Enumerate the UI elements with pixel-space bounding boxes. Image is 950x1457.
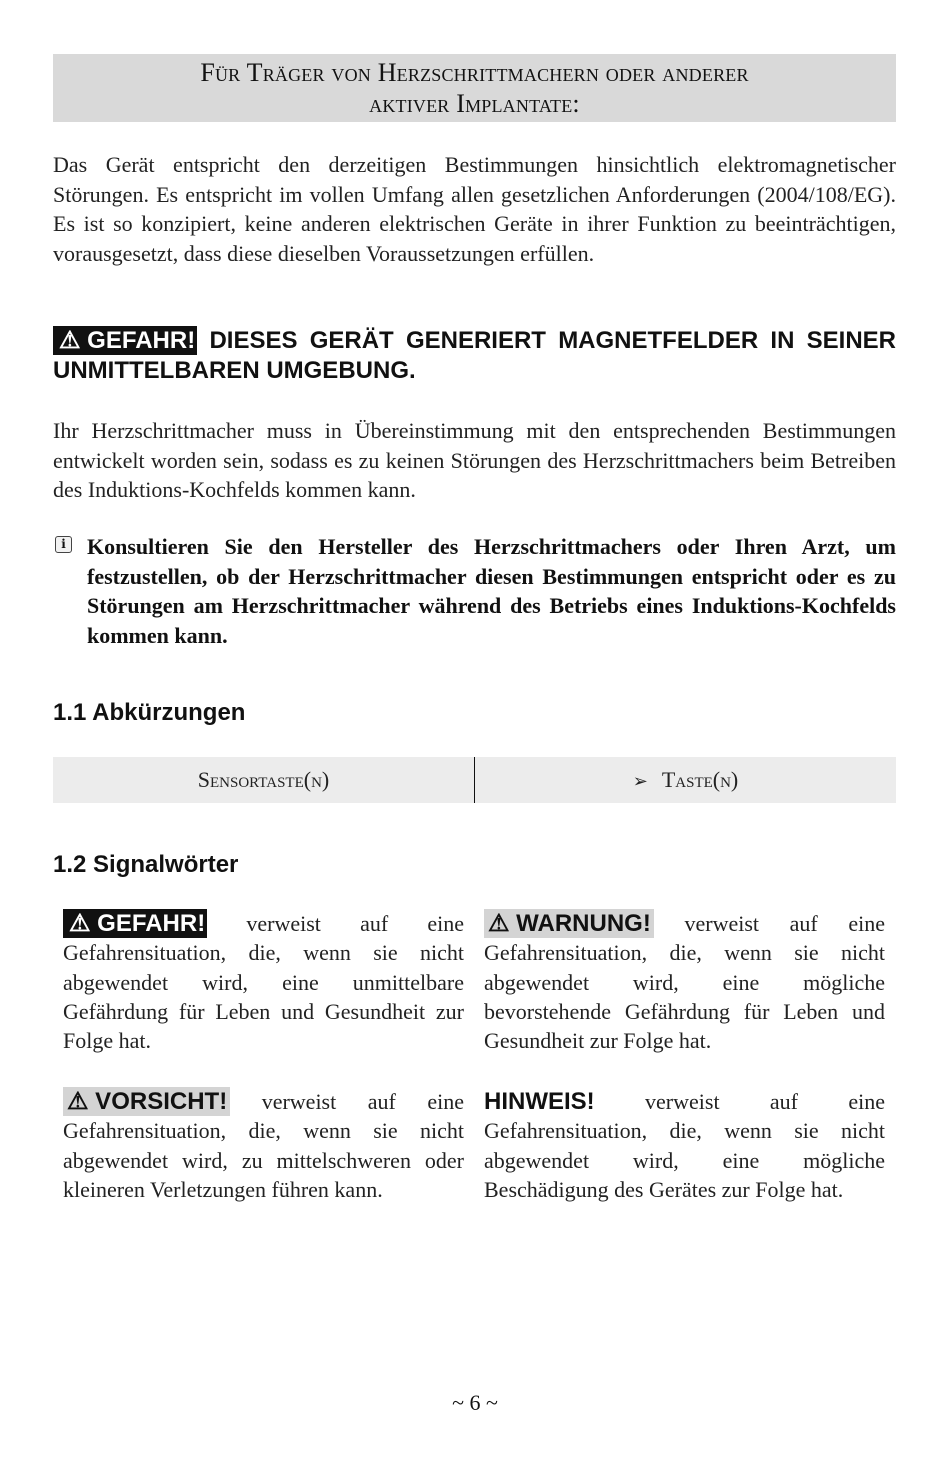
signal-tag-notice: HINWEIS! bbox=[484, 1088, 595, 1115]
signal-text-danger: verweist auf eine Gefahrensituation, die, wenn sie nicht abgewendet wird, eine unmittelbare Gefährdung für Leben und Gesundheit zur Folge hat. bbox=[63, 911, 465, 1054]
header-line-2: aktiver Implantate: bbox=[369, 89, 580, 118]
abbr-sensor-key: Sensortaste(n) bbox=[197, 767, 330, 792]
signal-word-caution bbox=[63, 1087, 464, 1204]
header-line-1: Für Träger von Herzschrittmachern oder anderer bbox=[200, 58, 749, 87]
section-header-box bbox=[53, 54, 896, 122]
signal-tag-caution: ⚠ VORSICHT! bbox=[63, 1087, 230, 1116]
info-note bbox=[53, 532, 896, 650]
page-number: ~ 6 ~ bbox=[452, 1390, 498, 1415]
signal-word-notice bbox=[484, 1087, 885, 1204]
signal-text-warning: verweist auf eine Gefahrensituation, die, wenn sie nicht abgewendet wird, eine mögliche bevorstehende Gefährdung für Leben und Gesundheit zur Folge hat. bbox=[484, 911, 886, 1054]
signal-word-warning bbox=[484, 909, 885, 1055]
heading-abbreviations: 1.1 Abkürzungen bbox=[53, 699, 246, 726]
manual-page bbox=[53, 54, 897, 1202]
intro-paragraph: Das Gerät entspricht den derzeitigen Bestimmungen hinsichtlich elektromagnetischer Störungen. Es entspricht im vollen Umfang allen gesetzlichen Anforderungen (2004/108/EG). Es ist so konzipiert, keine anderen elektrischen Geräte in ihrer Funktion zu beeinträchtigen, vorausgesetzt, dass diese dieselben Voraussetzungen erfüllen. bbox=[53, 152, 896, 266]
danger-tag: ⚠ GEFAHR! bbox=[53, 326, 197, 355]
info-icon: i bbox=[55, 536, 72, 553]
info-note-text: Konsultieren Sie den Hersteller des Herzschrittmachers oder Ihren Arzt, um festzustellen, ob der Herzschrittmacher diesen Bestimmungen entspricht oder es zu Störungen am Herzschrittmacher während des Betriebs eines Induktions-Kochfelds kommen kann. bbox=[87, 534, 896, 648]
arrow-bullet-icon: ➢ bbox=[632, 771, 648, 792]
signal-text-notice: verweist auf eine Gefahrensituation, die, wenn sie nicht abgewendet wird, eine mögliche Beschädigung des Gerätes zur Folge hat. bbox=[484, 1089, 886, 1202]
signal-tag-warning: ⚠ WARNUNG! bbox=[484, 909, 654, 938]
heading-signal-words: 1.2 Signalwörter bbox=[53, 851, 239, 878]
danger-notice bbox=[53, 326, 896, 386]
danger-text: DIESES GERÄT GENERIERT MAGNETFELDER IN SEINER UNMITTELBAREN UMGEBUNG. bbox=[53, 327, 897, 384]
signal-text-caution: verweist auf eine Gefahrensituation, die, wenn sie nicht abgewendet wird, zu mittelschweren oder kleineren Verletzungen führen kann. bbox=[63, 1089, 464, 1202]
signal-tag-danger: ⚠ GEFAHR! bbox=[63, 909, 207, 938]
abbreviations-table bbox=[53, 757, 896, 803]
abbr-key bbox=[475, 767, 896, 793]
pacemaker-paragraph: Ihr Herzschrittmacher muss in Übereinstimmung mit den entsprechenden Bestimmungen entwickelt worden sein, sodass es zu keinen Störungen des Herzschrittmachers beim Betreiben des Induktions-Kochfelds kommen kann. bbox=[53, 418, 896, 502]
abbr-key-label: Taste(n) bbox=[661, 767, 739, 792]
signal-word-danger bbox=[63, 909, 464, 1055]
